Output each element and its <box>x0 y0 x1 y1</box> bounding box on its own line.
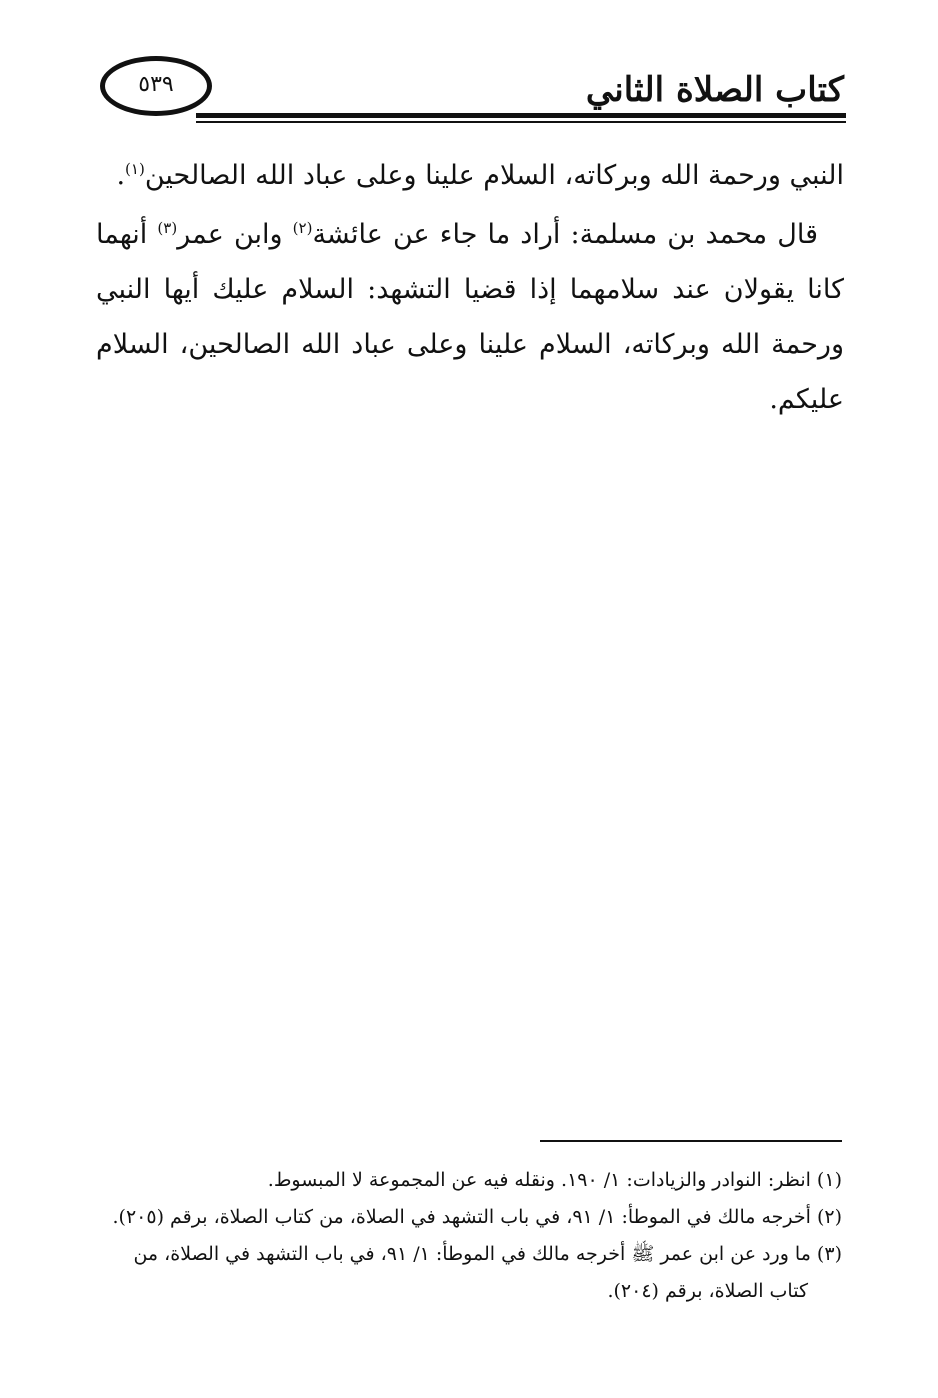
running-title: كتاب الصلاة الثاني <box>585 70 844 110</box>
header-rule <box>196 113 846 118</box>
footnote-ref-1: (١) <box>125 160 145 178</box>
footnote-separator <box>540 1140 842 1142</box>
paragraph-2-text-a: قال محمد بن مسلمة: أراد ما جاء عن عائشة <box>312 219 819 250</box>
footnote-1: (١) انظر: النوادر والزيادات: ١/ ١٩٠. ونقله فيه عن المجموعة لا المبسوط. <box>267 1169 842 1191</box>
paragraph-2-text-b: وابن عمر <box>177 219 293 250</box>
main-text <box>96 148 844 427</box>
paragraph-1-end: . <box>116 160 126 191</box>
paragraph-1-text: النبي ورحمة الله وبركاته، السلام علينا وعلى عباد الله الصالحين <box>144 160 844 191</box>
page-number: ٥٣٩ <box>138 72 174 97</box>
footnote-3: (٣) ما ورد عن ابن عمر ﷺ أخرجه مالك في الموطأ: ١/ ٩١، في باب التشهد في الصلاة، من <box>133 1243 842 1265</box>
page-header <box>0 0 938 130</box>
paragraph-2 <box>96 207 844 427</box>
header-rule-thin <box>196 121 846 123</box>
footnotes <box>96 1162 842 1310</box>
footnote-ref-3: (٣) <box>157 219 178 237</box>
footnote-3-continued: كتاب الصلاة، برقم (٢٠٤). <box>607 1280 808 1302</box>
paragraph-1 <box>96 148 844 203</box>
footnote-2: (٢) أخرجه مالك في الموطأ: ١/ ٩١، في باب التشهد في الصلاة، من كتاب الصلاة، برقم (٢٠٥). <box>112 1206 842 1228</box>
footnote-ref-2: (٢) <box>292 219 313 237</box>
paragraph-2-text-c: أنهما كانا يقولان عند سلامهما إذا قضيا التشهد: السلام عليك أيها النبي ورحمة الله وبركاته، السلام علينا وعلى عباد الله الصالحين، السلام عليكم. <box>96 219 844 415</box>
